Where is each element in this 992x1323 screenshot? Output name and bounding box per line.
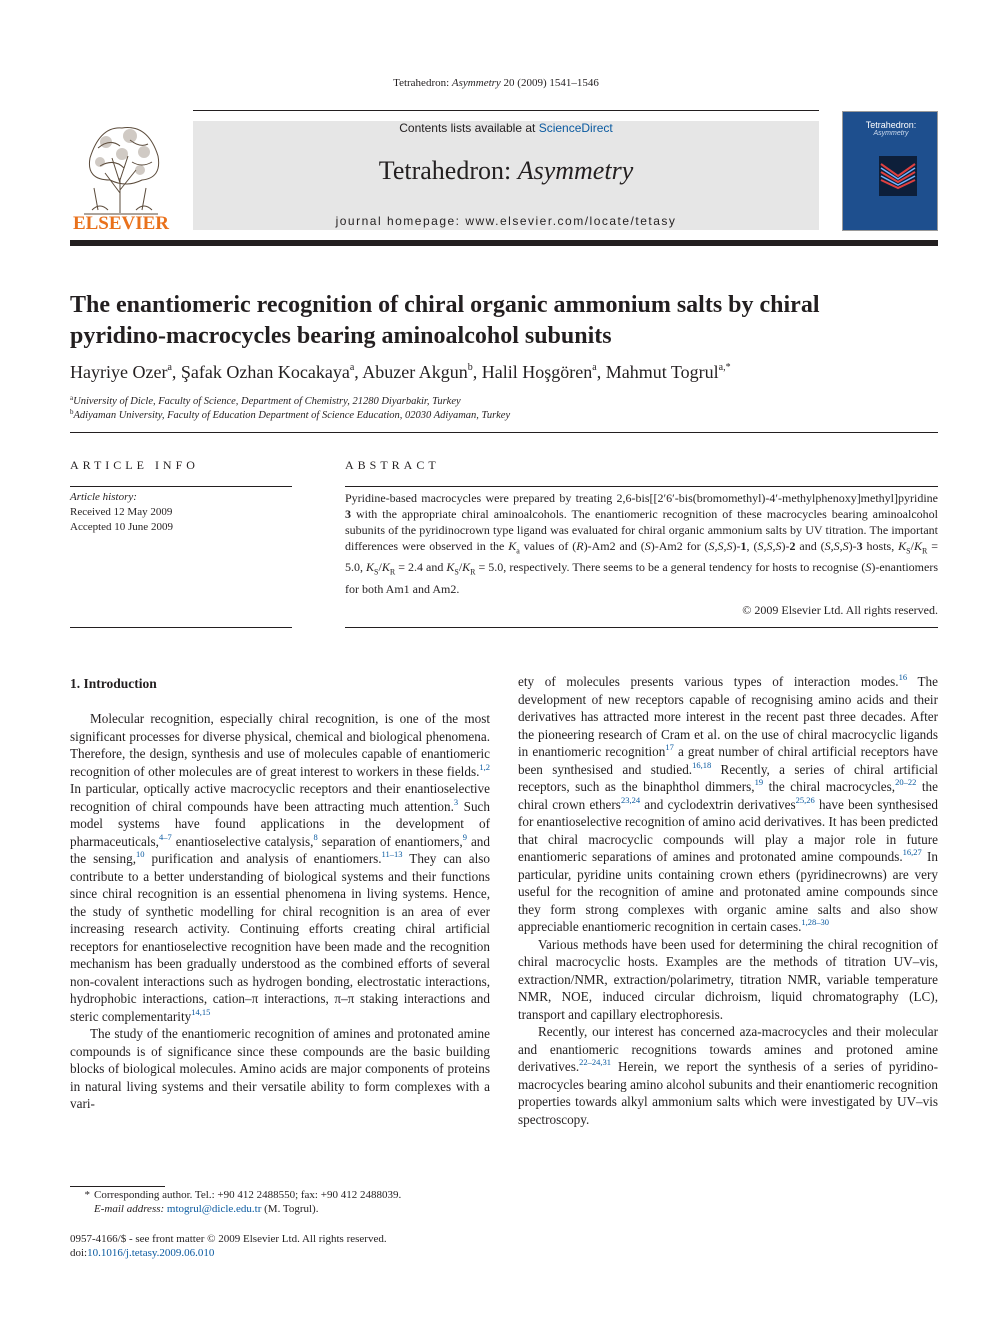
corresponding-author-footnote: * Corresponding author. Tel.: +90 412 2488550; fax: +90 412 2488039. <box>84 1189 402 1201</box>
author-name[interactable]: Halil Hoşgören <box>481 362 593 382</box>
journal-homepage-link[interactable]: journal homepage: www.elsevier.com/locate/tetasy <box>335 214 677 228</box>
journal-citation: Tetrahedron: Asymmetry 20 (2009) 1541–1546 <box>393 77 599 89</box>
body-column-right: ety of molecules presents various types of interaction modes.$^{16}$ The development of new receptors capable of recognising amino acids and their derivatives has attracted more interest in the recent past three decades. After the pioneering research of Cram et al. on the use of chiral macrocyclic ligands in enantiomeric recognition$^{17}$ a great number of chiral artificial receptors have been synthesised and studied.$^{16,18}$ Recently, a series of chiral artificial receptors, such as the binaphthol dimmers,$^{19}$ the chiral macrocycles,$^{20-22}$ the chiral crown ethers$^{23,24}$ and cyclodextrin derivatives$^{25,26}$ have been synthesised for enantioselective recognition of amino acid derivatives. It has been predicted that chiral macrocyclic compounds will play a major role in future enantiomeric separations of amines and protonated amine compounds.$^{16,27}$ In particular, pyridine units containing crown ethers (pyridinecrowns) are very useful for the recognition of amine and protonated amine compounds since they form strong complexes with organic amine salts and also show appreciable enantiomeric recognition in certain cases.$^{1,28-30}$ Various methods have been used for determining the chiral recognition of chiral macrocyclic hosts. Examples are the methods of titration UV–vis, extraction/NMR, extraction/polarimetry, titration NMR, variable temperature NMR, NOE, induced circular dichroism, liquid chromatography (LC), transport and capillary electrophoresis. Recently, our interest has concerned aza-macrocycles and their molecular and enantiomeric recognitions towards amines and protoned amine derivatives.$^{22-24,31}$ Herein, we report the synthesis of a series of pyridino-macrocycles bearing amino alcohol subunits and their enantiomeric recognition properties towards alkyl ammonium salts which were investigated by UV–vis spectroscopy. <box>518 672 939 1127</box>
section-heading-introduction: 1. Introduction <box>70 676 157 691</box>
divider <box>70 627 292 628</box>
author-list: Hayriye Ozer$^a$, Şafak Ozhan Kocakaya$^a$, Abuzer Akgun$^b$, Halil Hoşgören$^a$, Mahmut Togrul$^{a,*}$ <box>70 362 731 382</box>
journal-cover-thumbnail[interactable]: Tetrahedron: Asymmetry <box>842 111 938 231</box>
footnote-rule <box>70 1186 165 1187</box>
author-name[interactable]: Mahmut Togrul <box>605 362 719 382</box>
divider <box>345 486 938 487</box>
abstract-text: Pyridine-based macrocycles were prepared by treating 2,6-bis[[2′6′-bis(bromomethyl)-4′-methylphenoxy]methyl]pyridine 3 with the appropriate chiral aminoalcohols. The enantiomeric recognition of these macrocycles bearing aminoalcohol subunits of the pyridinocrown type ligand was evaluated for chiral organic ammonium salts by UV titration. The important differences were observed in the $K_a$ values of (R)-Am2 and (S)-Am2 for (S,S,S)-1, (S,S,S)-2 and (S,S,S)-3 hosts, $K_S/K_R = 5.0$, $K_S/K_R = 2.4$ and $K_S/K_R = 5.0$, respectively. There seems to be a general tendency for hosts to recognise (S)-enantiomers for both Am1 and Am2. <box>345 491 938 596</box>
journal-title: Tetrahedron: Asymmetry <box>378 156 634 185</box>
email-footnote: E-mail address: mtogrul@dicle.edu.tr (M. Togrul). <box>94 1203 319 1215</box>
divider <box>70 486 292 487</box>
masthead-top-rule <box>193 110 819 111</box>
abstract-heading: ABSTRACT <box>345 458 440 472</box>
doi-link[interactable]: 10.1016/j.tetasy.2009.06.010 <box>87 1247 215 1259</box>
sciencedirect-link[interactable]: ScienceDirect <box>538 121 613 135</box>
author-name[interactable]: Abuzer Akgun <box>362 362 468 382</box>
divider <box>70 432 938 433</box>
article-info-heading: ARTICLE INFO <box>70 458 199 472</box>
elsevier-wordmark: ELSEVIER <box>72 213 170 234</box>
article-history: Article history: Received 12 May 2009 Accepted 10 June 2009 <box>70 491 173 533</box>
article-title: The enantiomeric recognition of chiral organic ammonium salts by chiral pyridino-macrocycles bearing aminoalcohol subunits <box>70 292 820 349</box>
copyright-notice: © 2009 Elsevier Ltd. All rights reserved. <box>742 603 938 617</box>
email-link[interactable]: mtogrul@dicle.edu.tr <box>166 1203 262 1215</box>
author-name[interactable]: Hayriye Ozer <box>70 362 168 382</box>
body-column-left: Molecular recognition, especially chiral recognition, is one of the most significant processes for diverse physical, chemical and biological phenomena. Therefore, the design, synthesis and use of molecules capable of enantiomeric recognition of other molecules are of great interest to workers in these fields.$^{1,2}$ In particular, optically active macrocyclic receptors and their enantioselective recognition of chiral compounds have been attracting much attention.$^3$ Such model systems have found applications in the development of pharmaceuticals,$^{4-7}$ enantioselective catalysis,$^8$ separation of enantiomers,$^9$ and the sensing,$^{10}$ purification and analysis of enantiomers.$^{11-13}$ They can also contribute to a better understanding of biological systems and their functions since chiral recognition is an essential phenomena in living systems. Hence, the study of synthetic modelling for chiral recognition is an area of ever increasing research activity. Continuing efforts creating chiral artificial receptors for enantioselective recognition have been made and the recognition mechanism has been gradually understood as the combined efforts of several non-covalent interactions such as hydrogen bonding, electrostatic interactions, hydrophobic interactions, cation–π interactions, π–π staking interactions and steric complementarity$^{14,15}$ The study of the enantiomeric recognition of amines and protonated amine compounds is of significance since these compounds are the basic building blocks of biological molecules. Amino acids are major components of proteins in natural living systems and their versatile ability to form complexes with a vari- <box>70 711 490 1111</box>
cover-molecule-icon <box>879 156 917 196</box>
author-name[interactable]: Şafak Ozhan Kocakaya <box>180 362 350 382</box>
affiliation-b: $^b$Adiyaman University, Faculty of Education Department of Science Education, 02030 Adiyaman, Turkey <box>70 408 511 421</box>
divider <box>345 627 938 628</box>
affiliation-a: $^a$University of Dicle, Faculty of Science, Department of Chemistry, 21280 Diyarbakir, Turkey <box>70 394 461 407</box>
issn-doi-block: 0957-4166/$ - see front matter © 2009 Elsevier Ltd. All rights reserved. doi:10.1016/j.tetasy.2009.06.010 <box>70 1233 387 1259</box>
masthead-bottom-rule <box>70 240 938 246</box>
contents-availability: Contents lists available at ScienceDirect <box>399 121 613 135</box>
